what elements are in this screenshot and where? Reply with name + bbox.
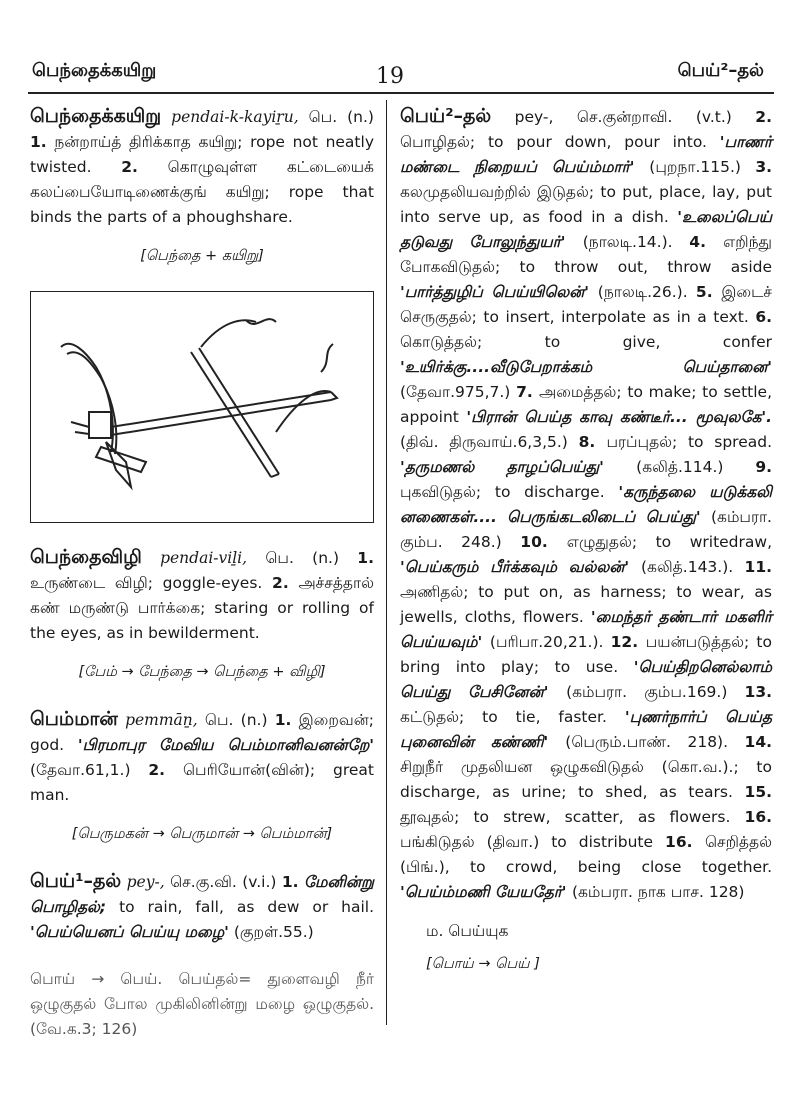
entry-pemmaan [30,707,374,847]
quotation: 'கருந்தலை யடுக்கலி னணைகள்.... பெருங்கடலிடைப் பெய்து' [400,483,772,526]
quotation: 'பாணர் மண்டை நிறையப் பெய்ம்மார்' [400,133,772,176]
sense-text: இறைவன்; god. [30,711,374,754]
entry-pey1 [30,869,374,945]
sense-text: பொழிதல்; to pour down, pour into. [400,133,720,151]
citation: (கம்பரா. கும்ப.169.) [566,683,745,701]
quotation: 'தருமணல் தாழப்பெய்து' [400,458,637,476]
entry-pey2 [400,104,772,905]
header-left-guideword: பெந்தைக்கயிறு [32,60,157,81]
sense-text: எறிந்து போகவிடுதல்; to throw out, throw aside [400,233,772,276]
sense-text: பெரியோன்(வின்); great man. [30,761,374,804]
quotation: 'பெய்திறனெல்லாம் பெய்து பேசினேன்' [400,658,772,701]
quotation: 'பிரமாபுர மேவிய பெம்மானிவனன்றே' [77,736,374,754]
quotation: 'மைந்தர் தண்டார் மகளிர் பெய்யவும்' [400,608,772,651]
sense-text: செறித்தல் (பிங்.), to crowd, being close together. [400,833,772,876]
sense-text: இடைச் செருகுதல்; to insert, interpolate as in a text. [400,283,772,326]
sense-list [400,108,772,901]
citation: (கம்பரா. கும்ப. 248.) [400,508,772,551]
sense-number: 1. [281,873,299,891]
quotation: 'பெய்கரும் பீர்க்கவும் வல்லன்' [400,558,641,576]
transliteration: pemmāṉ, [125,711,198,729]
yoke [191,352,271,477]
sense-number: 16. [665,833,705,851]
rope [201,320,256,347]
sense-number: 1. [30,133,47,151]
citation: (தேவா.975,7.) [400,383,517,401]
sense-number: 9. [755,458,772,476]
sense-text: கொழுவுள்ள கட்டையைக் கலப்பையோடிணைக்குங் கயிறு; rope that binds the parts of a phoughshare. [30,158,374,226]
quotation: 'உலைப்பெய் தடுவது போலுந்துயர்' [400,208,772,251]
headword: பெந்தைவிழி [30,546,142,568]
sense-text: அச்சத்தால் கண் மருண்டு பார்க்கை; staring or rolling of the eyes, as in bewilderment. [30,574,374,642]
sense-text: பயன்படுத்தல்; to bring into play; to use. [400,633,772,676]
quotation: 'பார்த்துழிப் பெய்யிலென்' [400,283,598,301]
quotation: 'பிரான் பெய்த காவு கண்டீர்... மூவுலகே'. [466,408,773,426]
part-of-speech: செ.குன்றாவி. (v.t.) [576,108,732,126]
sense-text: to rain, fall, as dew or hail. [119,898,374,916]
sense-number: 11. [744,558,773,576]
page-number: 19 [376,64,404,89]
sense-text: அணிதல்; to put on, as harness; to wear, as jewells, cloths, flowers. [400,583,772,626]
sense-number: 10. [520,533,567,551]
entry-body [30,104,374,230]
dialect-cognate: ம. பெய்யுக [426,922,509,940]
sense-text: நன்றாய்த் திரிக்காத கயிறு; rope not neatly twisted. [30,133,374,176]
sense-text: கலமுதலியவற்றில் இடுதல்; to put, place, lay, put into serve up, as food in a dish. [400,183,772,226]
sense-number: 2. [755,108,772,126]
transliteration: pendai-k-kayiṟu, [171,108,299,126]
sense-number: 3. [755,158,772,176]
sense-number: 15. [744,783,772,801]
quotation: 'பெய்ம்மணி யேயதேர்' [400,883,572,901]
headword: பெய்¹–தல் [30,870,122,892]
citation: (தேவா.61,1.) [30,761,131,779]
etymology-note: பொய் → பெய். பெய்தல்= துளைவழி நீர் ஒழுகுதல் போல முகிலினின்று மழை ஒழுகுதல். (வே.க.3; 126) [30,970,374,1038]
transliteration: pendai-viḻi, [160,549,248,567]
sense-text: உருண்டை விழி; goggle-eyes. [30,574,263,592]
page-header [0,0,800,89]
sense-number: 8. [578,433,607,451]
entry-pendaivizhi [30,545,374,685]
transliteration: pey-, [126,873,165,891]
citation: (நாலடி.26.). [597,283,696,301]
etymology: [பெந்தை + கயிறு] [140,248,264,264]
entry-body [30,707,374,808]
quotation: 'உயிர்க்கு....வீடுபேறாக்கம் பெய்தானை' [400,358,772,376]
sense-text: சிறுநீர் முதலியன ஒழுகவிடுதல் (கொ.வ.).; to discharge, as urine; to shed, as tears. [400,758,772,801]
sense-number: 16. [744,808,772,826]
headword: பெம்மான் [30,708,118,730]
part-of-speech: செ.கு.வி. (v.i.) [170,873,277,891]
header-rule [28,92,774,94]
sense-text: கட்டுதல்; to tie, faster. [400,708,625,726]
plough-illustration [30,291,374,523]
sense-text: எழுதுதல்; to writedraw, [566,533,772,551]
sense-text: பங்கிடுதல் (திவா.) to distribute [400,833,666,851]
entry-body [30,545,374,646]
sense-number: 6. [755,308,772,326]
sense-text: பரப்புதல்; to spread. [606,433,772,451]
left-column [30,104,374,1042]
sense-number: 1. [357,549,374,567]
sense-text: கொடுத்தல்; to give, confer [400,333,772,351]
header-right-guideword: பெய்²–தல் [677,60,764,81]
sense-number: 1. [274,711,292,729]
sense-text: தூவுதல்; to strew, scatter, as flowers. [400,808,745,826]
sense-number: 5. [695,283,722,301]
etymology: [பேம் → பேந்தை → பெந்தை + விழி] [78,664,326,680]
sense-text: அமைத்தல்; to make; to settle, appoint [400,383,773,426]
citation: (திவ். திருவாய்.6,3,5.) [400,433,579,451]
plough-drawing [31,292,372,521]
citation: (பெரும்.பாண். 218). [565,733,745,751]
etymology: [பெருமகன் → பெருமான் → பெம்மான்] [71,826,333,842]
sense-number: 12. [610,633,646,651]
headword: பெந்தைக்கயிறு [30,105,162,127]
quotation: 'பெய்யெனப் பெய்யு மழை' [30,923,229,941]
citation: (கம்பரா. நாக பாச. 128) [571,883,745,901]
sense-text-tamil: மேனின்று பொழிதல்; [30,873,374,916]
citation: (புறநா.115.) [649,158,756,176]
column-divider [386,100,387,1025]
right-column [400,104,772,991]
sense-number: 2. [121,158,138,176]
wooden-block [89,412,111,438]
citation: (கலித்.143.). [640,558,745,576]
citation: (பரிபா.20,21.). [489,633,611,651]
quotation: 'புணர்நார்ப் பெய்த புனைவின் கண்ணி' [400,708,772,751]
etymology: [பொய் → பெய் ] [426,956,540,972]
headword: பெய்²–தல் [400,105,492,127]
sense-number: 4. [689,233,724,251]
citation: (கலித்.114.) [636,458,756,476]
part-of-speech: பெ. (n.) [265,549,340,567]
sense-number: 13. [744,683,772,701]
sense-number: 2. [148,761,166,779]
part-of-speech: பெ. (n.) [308,108,374,126]
sense-text: புகவிடுதல்; to discharge. [400,483,619,501]
transliteration: pey-, [514,108,554,126]
citation: (நாலடி.14.). [582,233,690,251]
part-of-speech: பெ. (n.) [204,711,268,729]
citation: (குறள்.55.) [233,923,314,941]
sense-number: 14. [744,733,772,751]
sense-number: 2. [272,574,289,592]
entry-pendaikkayiru [30,104,374,269]
entry-body [30,869,374,945]
sense-number: 7. [516,383,539,401]
